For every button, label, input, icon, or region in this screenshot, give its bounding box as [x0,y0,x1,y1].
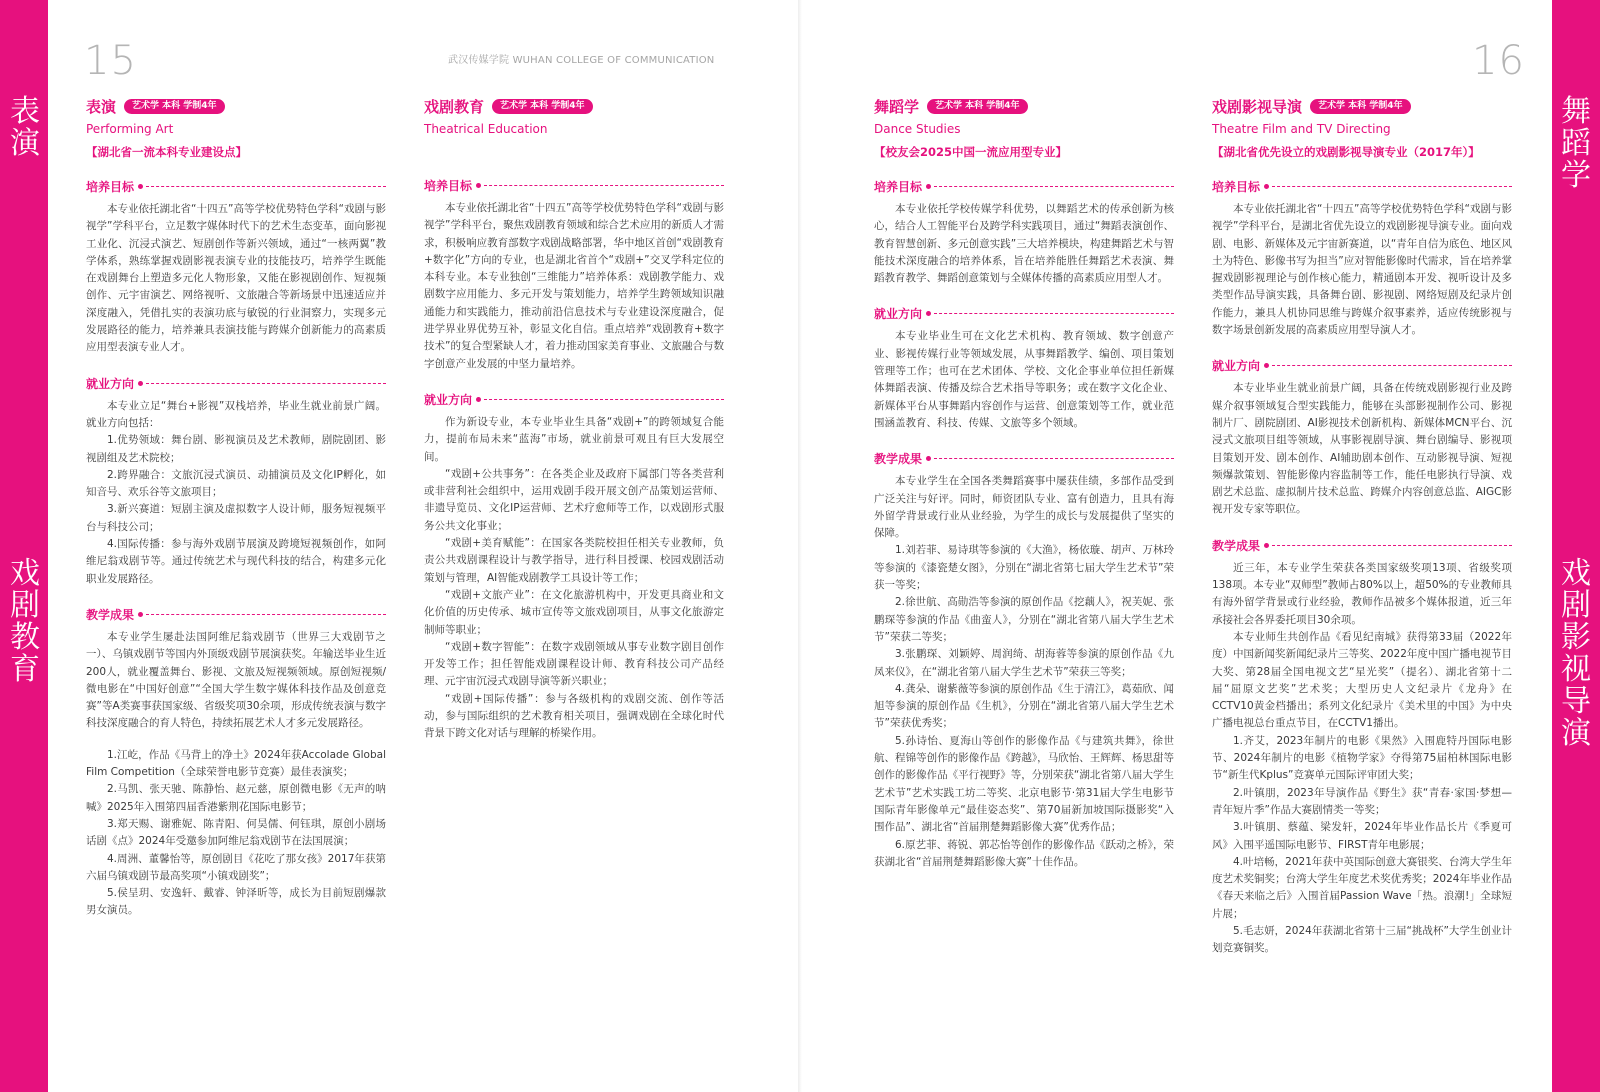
section-heading [86,375,386,392]
paragraph: 作为新设专业，本专业毕业生具备“戏剧+”的跨领域复合能力，提前布局未来“蓝海”市场，就业前景可观且有巨大发展空间。 [424,415,724,463]
degree-badge: 艺术学 本科 学制4年 [492,99,593,114]
section-heading [874,178,1174,195]
section-title: 就业方向 [86,376,135,391]
paragraph: 本专业学生在全国各类舞蹈赛事中屡获佳绩，多部作品受到广泛关注与好评。同时，师资团队专业、富有创造力，且具有海外留学背景或行业从业经验，为学生的成长与发展提供了坚实的保障。 [874,475,1174,540]
paragraph: 1.齐艾，2023年制片的电影《果然》入围鹿特丹国际电影节、2024年制片的电影《植物学家》夺得第75届柏林国际电影节“新生代Kplus”竞赛单元国际评审团大奖； [1212,734,1512,782]
major-title: 舞蹈学 [874,98,920,116]
major-title: 表演 [86,98,117,116]
right-accent-band [1552,0,1600,1092]
major-header [874,96,1174,117]
paragraph: “戏剧+国际传播”：参与各级机构的戏剧交流、创作等活动，参与国际组织的艺术教育相关项目，强调戏剧在全球化时代背景下跨文化对话与理解的桥梁作用。 [424,692,724,740]
paragraph: 2.徐世航、高勋浩等参演的原创作品《挖藕人》，祝芙妮、张鹏琛等参演的作品《曲蛮人》，分别在“湖北省第八届大学生艺术节”荣获二等奖； [874,596,1174,643]
section-title: 培养目标 [424,179,473,193]
paragraph: 近三年，本专业学生荣获各类国家级奖项13项、省级奖项138项。本专业“双师型”教师占80%以上，超50%的专业教师具有海外留学背景或行业经验，教师作品被多个媒体报道，近三年承接社会各界委托项目30余项。 [1212,561,1512,626]
major-english-title: Theatre Film and TV Directing [1212,122,1391,136]
major-header [86,96,386,117]
bullet-dot-icon [138,381,143,386]
section-heading [424,391,724,408]
major-body [874,178,1174,871]
dashed-divider [146,186,386,187]
dashed-divider [1272,365,1512,366]
dashed-divider [146,383,386,384]
running-head: 武汉传媒学院 WUHAN COLLEGE OF COMMUNICATION [448,55,715,66]
paragraph: 2.马凯、张天驰、陈静怡、赵元慈，原创微电影《无声的呐喊》2025年入围第四届香港紫荆花国际电影节； [86,783,386,813]
dashed-divider [934,313,1174,314]
paragraph: 3.新兴赛道：短剧主演及虚拟数字人设计师，服务短视频平台与科技公司； [86,503,386,533]
major-english-title: Performing Art [86,122,174,136]
left-page-number: 15 [84,38,137,84]
paragraph: 本专业依托学校传媒学科优势，以舞蹈艺术的传承创新为核心，结合人工智能平台及跨学科实践项目，通过“舞蹈表演创作、教育智慧创新、多元创意实践”三大培养模块，构建舞蹈艺术与智能技术深度融合的培养体系，旨在培养能胜任舞蹈艺术表演、舞蹈教育教学、舞蹈创意策划与全媒体传播的高素质应用型人才。 [874,203,1174,285]
section-body [424,414,724,743]
major-honor: 【湖北省优先设立的戏剧影视导演专业（2017年）】 [1212,145,1480,159]
section-heading [1212,178,1512,195]
section-title: 教学成果 [86,607,135,622]
left-accent-band [0,0,48,1092]
dashed-divider [1272,545,1512,546]
major-honor: 【校友会2025中国一流应用型专业】 [874,145,1068,159]
paragraph: 5.侯呈玥、安逸轩、戴睿、钟泽昕等，成长为目前短剧爆款男女演员。 [86,887,386,917]
section-heading [1212,537,1512,554]
major-header [424,96,724,117]
section-heading [1212,357,1512,374]
paragraph: “戏剧+数字智能”：在数字戏剧领域从事专业数字剧目创作开发等工作；担任智能戏剧课程设计师、教育科技公司产品经理、元宇宙沉浸式戏剧导演等新兴职业； [424,640,724,688]
major-column-theatrical-education [424,96,724,743]
paragraph: 5.毛志妍，2024年获湖北省第十三届“挑战杯”大学生创业计划竞赛铜奖。 [1212,924,1512,955]
side-label-directing: 戏剧影视导演 [1561,556,1591,751]
section-heading [86,178,386,195]
paragraph: 本专业师生共创作品《看见纪南城》获得第33届（2022年度）中国新闻奖新闻纪录片三等奖、2022年度中国广播电视节目大奖、第28届全国电视文艺“星光奖”（提名）、湖北省第十二届“屈原文艺奖”艺术奖；大型历史人文纪录片《龙舟》在CCTV10黄金档播出；系列文化纪录片《美术里的中国》为中央广播电视总台重点节目，在CCTV1播出。 [1212,630,1512,730]
degree-badge: 艺术学 本科 学制4年 [927,99,1028,114]
degree-badge: 艺术学 本科 学制4年 [124,99,225,114]
section-body [86,398,386,588]
paragraph: 3.叶镇朋、蔡蕴、梁发轩，2024年毕业作品长片《季夏可风》入围平遥国际电影节、FIRST青年电影展； [1212,821,1512,851]
section-body [86,201,386,357]
paragraph: 1.优势领域：舞台剧、影视演员及艺术教师，剧院剧团、影视剧组及艺术院校； [86,434,386,464]
section-body [874,328,1174,432]
paragraph: 本专业依托湖北省“十四五”高等学校优势特色学科“戏剧与影视学”学科平台，是湖北省优先设立的戏剧影视导演专业。面向戏剧、电影、新媒体及元宇宙新赛道，以“青年自信为底色、地区风土为特色、影像书写为担当”应对智能影像时代需求，旨在培养掌握戏剧影视理论与创作核心能力，精通剧本开发、视听设计及多类型作品导演实践，具备舞台剧、影视剧、网络短剧及纪录片创作能力，兼具人机协同思维与跨媒介叙事素养，适应传统影视与数字场景创新发展的高素质应用型导演人才。 [1212,203,1512,337]
dashed-divider [146,614,386,615]
section-heading [86,606,386,623]
section-body [874,473,1174,871]
paragraph: 4.叶培畅，2021年获中英国际创意大赛银奖、台湾大学生年度艺术奖铜奖；台湾大学生年度艺术奖优秀奖；2024年毕业作品《春天来临之后》入围首届Passion Wave「热。浪潮!」全球短片展； [1212,855,1512,920]
major-body [86,178,386,920]
paragraph: 4.周洲、董馨怡等，原创剧目《花吃了那女孩》2017年获第六届乌镇戏剧节最高奖项“小镇戏剧奖”； [86,852,386,882]
major-column-performing-art [86,96,386,920]
major-body [1212,178,1512,958]
section-body [1212,380,1512,518]
bullet-dot-icon [476,397,481,402]
major-header [1212,96,1512,117]
bullet-dot-icon [138,612,143,617]
section-title: 培养目标 [1212,180,1261,194]
major-english-title: Dance Studies [874,122,961,136]
side-label-theatrical-education: 戏剧教育 [10,556,40,687]
section-body [424,200,724,373]
side-label-performing: 表演 [10,94,40,161]
paragraph: 4.龚朵、谢紫薇等参演的原创作品《生于清江》，葛茹欣、闻旭等参演的原创作品《生机》，分别在“湖北省第八届大学生艺术节”荣获优秀奖； [874,682,1174,730]
section-body [1212,201,1512,339]
paragraph: 本专业毕业生可在文化艺术机构、教育领域、数字创意产业、影视传媒行业等领域发展，从事舞蹈教学、编创、项目策划管理等工作；也可在艺术团体、学校、文化企事业单位担任新媒体舞蹈表演、传播及综合艺术指导等职务；或在数字文化企业、新媒体平台从事舞蹈内容创作与运营、创意策划等工作，就业范围涵盖教育、科技、传媒、文旅等多个领域。 [874,330,1174,429]
section-title: 培养目标 [874,180,923,194]
section-title: 教学成果 [874,452,923,467]
section-title: 就业方向 [424,392,473,407]
paragraph: 2.跨界融合：文旅沉浸式演员、动捕演员及文化IP孵化，如知音号、欢乐谷等文旅项目； [86,468,386,499]
paragraph: 本专业立足“舞台+影视”双栈培养，毕业生就业前景广阔。就业方向包括： [86,399,386,429]
paragraph: “戏剧+美育赋能”：在国家各类院校担任相关专业教师，负责公共戏剧课程设计与教学指导，进行科目授课、校园戏剧活动策划与管理，AI智能戏剧教学工具设计等工作； [424,537,724,584]
section-title: 就业方向 [874,307,923,322]
major-column-dance-studies [874,96,1174,871]
section-heading [874,450,1174,467]
section-body [86,629,386,920]
side-label-dance: 舞蹈学 [1561,94,1591,193]
section-title: 就业方向 [1212,359,1261,374]
major-honor [424,144,724,159]
right-page-number: 16 [1472,38,1525,84]
dashed-divider [934,458,1174,459]
section-heading [874,305,1174,322]
paragraph: 1.江屹，作品《马背上的净土》2024年获Accolade Global Film Competition（全球荣誉电影节竞赛）最佳表演奖； [86,748,386,779]
major-column-directing [1212,96,1512,958]
bullet-dot-icon [1264,363,1269,368]
dashed-divider [484,399,724,400]
bullet-dot-icon [1264,184,1269,189]
major-honor: 【湖北省一流本科专业建设点】 [86,145,247,159]
section-body [1212,560,1512,958]
section-title: 教学成果 [1212,538,1261,553]
paragraph: 本专业依托湖北省“十四五”高等学校优势特色学科“戏剧与影视学”学科平台，聚焦戏剧教育领域和综合艺术应用的新质人才需求，积极响应教育部数字戏剧战略部署，华中地区首创“戏剧教育+数字化”方向的专业，也是湖北省首个“戏剧+”交叉学科定位的本科专业。本专业独创“三维能力”培养体系：戏剧教学能力、戏剧数字应用能力、多元开发与策划能力，培养学生跨领域知识融通能力和实践能力，推动前沿信息技术与专业建设深度融合，促进学界业界优势互补，彰显文化自信。重点培养“戏剧教育+数字技术”的复合型紧缺人才，着力推动国家美育事业、文旅融合与数字创意产业发展的中坚力量培养。 [424,202,724,370]
major-english-title: Theatrical Education [424,122,548,136]
paragraph: 本专业依托湖北省“十四五”高等学校优势特色学科“戏剧与影视学”学科平台，立足数字媒体时代下的艺术生态变革，面向影视工业化、沉浸式演艺、短剧创作等新兴领域，通过“一核两翼”教学体系，熟练掌握戏剧影视表演专业的技能技巧，培养学生既能在戏剧舞台上塑造多元化人物形象，又能在影视剧创作、短视频创作、元宇宙演艺、网络视听、文旅融合等新场景中迅速适应并深度融入，凭借扎实的表演功底与敏锐的行业洞察力，实现多元发展路径的能力，培养兼具表演技能与跨媒介创新能力的高素质应用型表演专业人才。 [86,203,386,354]
dashed-divider [934,186,1174,187]
bullet-dot-icon [476,183,481,188]
paragraph: “戏剧+文旅产业”：在文化旅游机构中，开发更具商业和文化价值的历史传承、城市宣传等文旅戏剧项目，从事文化旅游定制师等职业； [424,588,724,636]
bullet-dot-icon [1264,543,1269,548]
dashed-divider [1272,186,1512,187]
paragraph: 4.国际传播：参与海外戏剧节展演及跨境短视频创作，如阿维尼翁戏剧节等。通过传统艺术与现代科技的结合，构建多元化职业发展路径。 [86,538,386,585]
bullet-dot-icon [926,311,931,316]
section-body [874,201,1174,287]
section-title: 培养目标 [86,180,135,194]
spread-gutter [798,0,802,1092]
bullet-dot-icon [926,456,931,461]
degree-badge: 艺术学 本科 学制4年 [1310,99,1411,114]
paragraph: 6.原艺菲、蒋锐、郭芯怡等创作的影像作品《跃动之桥》，荣获湖北省“首届荆楚舞蹈影像大赛”十佳作品。 [874,838,1174,868]
bullet-dot-icon [926,184,931,189]
paragraph: 本专业学生屡赴法国阿维尼翁戏剧节（世界三大戏剧节之一）、乌镇戏剧节等国内外顶级戏剧节展演获奖。年输送毕业生近200人，就业覆盖舞台、影视、文旅及短视频领域。原创短视频/微电影在“中国好创意”“全国大学生数字媒体科技作品及创意竞赛”等A类赛事获国家级、省级奖项30余项，形成传统表演与数字科技深度融合的育人特色，持续拓展艺术人才多元发展路径。 [86,630,386,730]
major-title: 戏剧影视导演 [1212,98,1303,116]
paragraph: 3.郑天赐、谢雅妮、陈青阳、何昊儒、何钰琪，原创小剧场话剧《点》2024年受邀参加阿维尼翁戏剧节在法国展演； [86,817,386,848]
paragraph: “戏剧+公共事务”：在各类企业及政府下属部门等各类营利或非营利社会组织中，运用戏剧手段开展文创产品策划运营师、非遗导览员、文化IP运营师、艺术疗愈师等工作，以戏剧形式服务公共文化事业； [424,467,724,532]
major-title: 戏剧教育 [424,98,485,116]
paragraph: 3.张鹏琛、刘颖婷、周润绮、胡海蓉等参演的原创作品《九凤来仪》，在“湖北省第八届大学生艺术节”荣获三等奖； [874,648,1174,678]
paragraph: 1.刘若菲、易诗琪等参演的《大渔》，杨依璇、胡声、万林玲等参演的《漆瓷楚女图》，分别在“湖北省第七届大学生艺术节”荣获一等奖； [874,544,1174,592]
section-heading [424,177,724,194]
paragraph: 本专业毕业生就业前景广阔，具备在传统戏剧影视行业及跨媒介叙事领域复合型实践能力，能够在头部影视制作公司、影视制片厂、剧院剧团、AI影视技术创新机构、新媒体MCN平台、沉浸式文旅项目组等领域，从事影视剧导演、舞台剧编导、影视项目策划开发、剧本创作、AI辅助剧本创作、互动影视导演、短视频爆款策划、智能影像内容监制等工作，能任电影执行导演、戏剧艺术总监、虚拟制片技术总监、跨媒介内容创意总监、AIGC影视开发专家等职位。 [1212,382,1512,516]
bullet-dot-icon [138,184,143,189]
paragraph: 2.叶镇朋，2023年导演作品《野生》获“青春·家国·梦想—青年短片季”作品大赛剧情类一等奖； [1212,786,1512,816]
major-body [424,177,724,743]
paragraph: 5.孙诗怡、夏海山等创作的影像作品《与建筑共舞》，徐世航、程锦等创作的影像作品《跨越》，马欣怡、王辉辉、杨思甜等创作的影像作品《平行视野》等，分别荣获“湖北省第八届大学生艺术节”艺术实践工坊二等奖、北京电影节·第31届大学生电影节国际青年影像单元“最佳姿态奖”、第70届新加坡国际摄影奖“入围作品”、湖北省“首届荆楚舞蹈影像大赛”优秀作品； [874,734,1174,834]
dashed-divider [484,185,724,186]
